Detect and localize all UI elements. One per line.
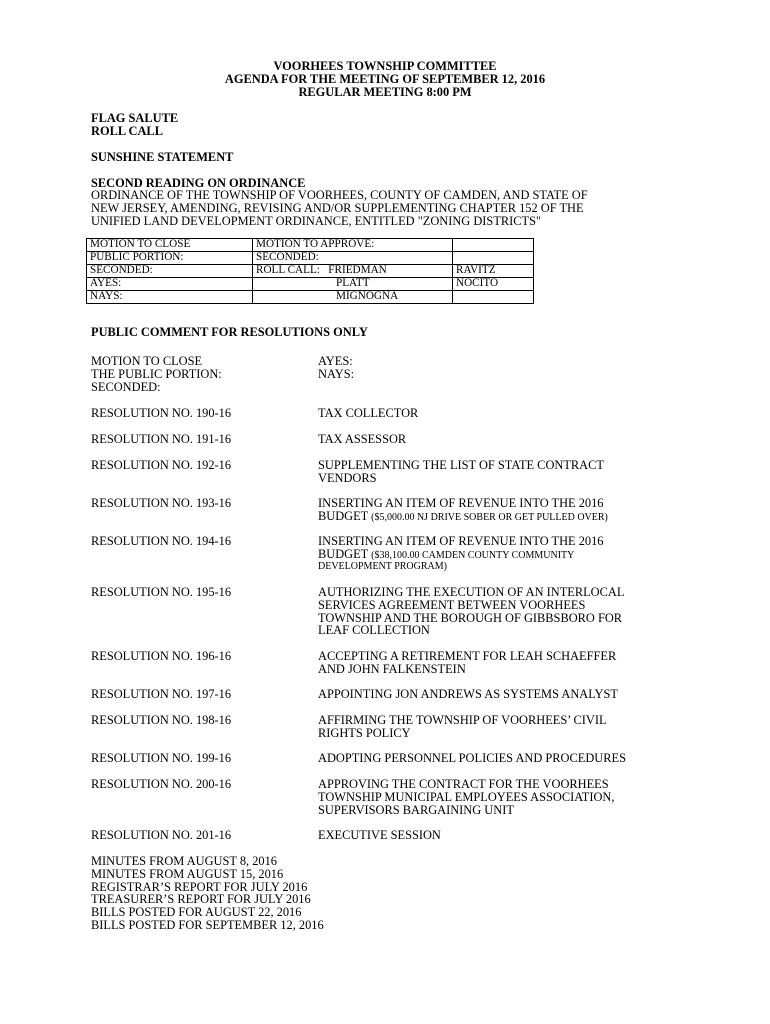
resolution-number: RESOLUTION NO. 192-16 (91, 458, 232, 472)
ayes-label: AYES: (318, 354, 353, 368)
ordinance-heading: SECOND READING ON ORDINANCE (91, 176, 306, 190)
resolution-title: SERVICES AGREEMENT BETWEEN VOORHEES (318, 598, 586, 612)
ordinance-vote-table (86, 238, 534, 304)
resolution-title-detail: ($38,100.00 CAMDEN COUNTY COMMUNITY (371, 550, 575, 561)
resolution-title: EXECUTIVE SESSION (318, 828, 441, 842)
roll-call-heading: ROLL CALL (91, 124, 163, 138)
resolution-title-prefix: BUDGET (318, 509, 372, 523)
table-row (87, 239, 534, 252)
list-item: MINUTES FROM AUGUST 15, 2016 (91, 867, 284, 881)
sunshine-statement-heading: SUNSHINE STATEMENT (91, 150, 234, 164)
table-cell: SECONDED: (253, 252, 453, 265)
table-cell: PLATT (253, 278, 453, 291)
resolution-number: RESOLUTION NO. 200-16 (91, 777, 232, 791)
table-row (87, 252, 534, 265)
list-item: BILLS POSTED FOR SEPTEMBER 12, 2016 (91, 918, 324, 932)
table-cell: PUBLIC PORTION: (87, 252, 253, 265)
resolution-title: ADOPTING PERSONNEL POLICIES AND PROCEDURES (318, 751, 626, 765)
resolution-title: LEAF COLLECTION (318, 623, 430, 637)
table-cell: MIGNOGNA (253, 291, 453, 304)
table-row (87, 265, 534, 278)
resolution-number: RESOLUTION NO. 201-16 (91, 828, 232, 842)
table-row (87, 278, 534, 291)
resolution-title: ACCEPTING A RETIREMENT FOR LEAH SCHAEFFER (318, 649, 617, 663)
resolution-number: RESOLUTION NO. 193-16 (91, 496, 232, 510)
resolution-title (318, 510, 718, 524)
flag-salute-heading: FLAG SALUTE (91, 111, 179, 125)
list-item: BILLS POSTED FOR AUGUST 22, 2016 (91, 905, 302, 919)
meeting-time: REGULAR MEETING 8:00 PM (298, 85, 472, 99)
motion-line: THE PUBLIC PORTION: (91, 367, 222, 381)
resolution-title: AND JOHN FALKENSTEIN (318, 662, 466, 676)
ordinance-text-line: NEW JERSEY, AMENDING, REVISING AND/OR SUPPLEMENTING CHAPTER 152 OF THE (91, 201, 584, 215)
resolution-title: INSERTING AN ITEM OF REVENUE INTO THE 2016 (318, 534, 604, 548)
resolution-title-detail: ($5,000.00 NJ DRIVE SOBER OR GET PULLED OVER) (371, 512, 608, 523)
resolution-title: INSERTING AN ITEM OF REVENUE INTO THE 2016 (318, 496, 604, 510)
resolution-title: SUPPLEMENTING THE LIST OF STATE CONTRACT (318, 458, 604, 472)
agenda-title: VOORHEES TOWNSHIP COMMITTEE (273, 59, 497, 73)
resolution-title: TOWNSHIP AND THE BOROUGH OF GIBBSBORO FOR (318, 611, 623, 625)
table-cell: MOTION TO CLOSE (87, 239, 253, 252)
agenda-subtitle: AGENDA FOR THE MEETING OF SEPTEMBER 12, 2016 (224, 72, 546, 86)
table-cell: AYES: (87, 278, 253, 291)
resolution-number: RESOLUTION NO. 190-16 (91, 406, 232, 420)
ordinance-text-line: UNIFIED LAND DEVELOPMENT ORDINANCE, ENTITLED "ZONING DISTRICTS" (91, 214, 542, 228)
resolution-title: APPOINTING JON ANDREWS AS SYSTEMS ANALYST (318, 687, 618, 701)
resolution-number: RESOLUTION NO. 194-16 (91, 534, 232, 548)
resolution-number: RESOLUTION NO. 199-16 (91, 751, 232, 765)
motion-line: SECONDED: (91, 380, 161, 394)
resolution-number: RESOLUTION NO. 195-16 (91, 585, 232, 599)
table-cell: ROLL CALL: FRIEDMAN (253, 265, 453, 278)
resolution-title: AFFIRMING THE TOWNSHIP OF VOORHEES’ CIVIL (318, 713, 607, 727)
table-cell: SECONDED: (87, 265, 253, 278)
table-cell: NAYS: (87, 291, 253, 304)
resolution-number: RESOLUTION NO. 198-16 (91, 713, 232, 727)
public-comment-heading: PUBLIC COMMENT FOR RESOLUTIONS ONLY (91, 325, 368, 339)
resolution-title: AUTHORIZING THE EXECUTION OF AN INTERLOCAL (318, 585, 625, 599)
list-item: TREASURER’S REPORT FOR JULY 2016 (91, 892, 311, 906)
resolution-title: TAX COLLECTOR (318, 406, 419, 420)
table-cell: RAVITZ (453, 265, 534, 278)
table-cell: MOTION TO APPROVE: (253, 239, 453, 252)
list-item: REGISTRAR’S REPORT FOR JULY 2016 (91, 880, 308, 894)
ordinance-text-line: ORDINANCE OF THE TOWNSHIP OF VOORHEES, COUNTY OF CAMDEN, AND STATE OF (91, 188, 588, 202)
table-row (87, 291, 534, 304)
table-cell (453, 252, 534, 265)
resolution-title-detail: DEVELOPMENT PROGRAM) (318, 561, 447, 572)
table-cell (453, 239, 534, 252)
resolution-title: TAX ASSESSOR (318, 432, 407, 446)
motion-line: MOTION TO CLOSE (91, 354, 203, 368)
resolution-number: RESOLUTION NO. 191-16 (91, 432, 232, 446)
resolution-title-prefix: BUDGET (318, 547, 372, 561)
table-cell (453, 291, 534, 304)
resolution-number: RESOLUTION NO. 197-16 (91, 687, 232, 701)
resolution-title: VENDORS (318, 471, 377, 485)
list-item: MINUTES FROM AUGUST 8, 2016 (91, 854, 277, 868)
resolution-title: TOWNSHIP MUNICIPAL EMPLOYEES ASSOCIATION, (318, 790, 615, 804)
resolution-title: RIGHTS POLICY (318, 726, 411, 740)
resolution-title: APPROVING THE CONTRACT FOR THE VOORHEES (318, 777, 609, 791)
nays-label: NAYS: (318, 367, 355, 381)
resolution-title: SUPERVISORS BARGAINING UNIT (318, 803, 514, 817)
table-cell: NOCITO (453, 278, 534, 291)
resolution-number: RESOLUTION NO. 196-16 (91, 649, 232, 663)
